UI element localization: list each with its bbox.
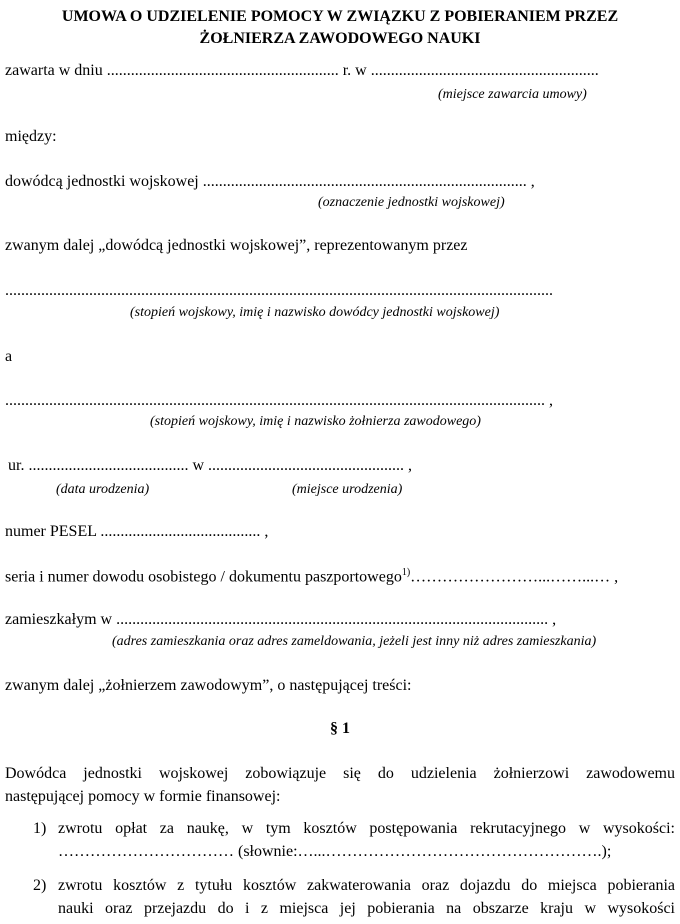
section-heading: § 1: [330, 720, 350, 737]
id-document-dots: ……………………...……...… ,: [410, 568, 619, 586]
birth-place-hint: (miejsce urodzenia): [292, 482, 403, 497]
commander-alias-line: zwanym dalej „dowódcą jednostki wojskowej”, reprezentowanym przez: [5, 237, 468, 254]
section-intro-line-1: Dowódca jednostki wojskowej zobowiązuje się do udzielenia żołnierzowi zawodowemu: [5, 765, 675, 782]
list-item-text: zwrotu opłat za naukę, w tym kosztów postępowania rekrutacyjnego w wysokości:: [58, 820, 675, 837]
footnote-marker: 1): [401, 567, 411, 578]
between-label: między:: [5, 128, 57, 145]
unit-hint: (oznaczenie jednostki wojskowej): [318, 195, 505, 210]
commander-line: dowódcą jednostki wojskowej ................................................................................. ,: [5, 173, 535, 190]
id-document-label: seria i numer dowodu osobistego / dokumentu paszportowego: [5, 568, 402, 586]
soldier-hint: (stopień wojskowy, imię i nazwisko żołnierza zawodowego): [150, 414, 481, 429]
commander-hint: (stopień wojskowy, imię i nazwisko dowódcy jednostki wojskowej): [130, 305, 500, 320]
birth-date-hint: (data urodzenia): [56, 482, 150, 497]
commander-dots-line: .........................................................................................................................................: [5, 282, 553, 299]
contract-date-line: zawarta w dniu .......................................................... r. w .........................................................: [5, 62, 599, 79]
soldier-alias-line: zwanym dalej „żołnierzem zawodowym”, o następującej treści:: [5, 677, 412, 694]
list-item-text-continuation: nauki oraz przejazdu do i z miejsca jej pobierania na obszarze kraju w wysokości: [58, 900, 675, 917]
document-title-line-2: ŻOŁNIERZA ZAWODOWEGO NAUKI: [199, 30, 481, 47]
list-item-text: zwrotu kosztów z tytułu kosztów zakwaterowania oraz dojazdu do miejsca pobierania: [58, 877, 675, 894]
document-title-line-1: UMOWA O UDZIELENIE POMOCY W ZWIĄZKU Z POBIERANIEM PRZEZ: [61, 8, 619, 25]
section-intro-line-2: następującej pomocy w formie finansowej:: [5, 788, 281, 805]
birth-line: ur. ........................................ w ................................................. ,: [8, 457, 412, 474]
id-document-line: [5, 567, 618, 586]
and-label: a: [5, 348, 13, 365]
list-item-text-continuation: …………………………… (słownie:…...…………………………………………….);: [58, 843, 612, 860]
residence-hint: (adres zamieszkania oraz adres zameldowania, jeżeli jest inny niż adres zamieszkania): [112, 634, 597, 649]
contract-place-hint: (miejsce zawarcia umowy): [438, 87, 587, 102]
list-item-number: 1): [33, 820, 47, 837]
residence-line: zamieszkałym w ............................................................................................................ ,: [5, 611, 557, 628]
list-item-number: 2): [33, 877, 47, 894]
pesel-line: numer PESEL ........................................ ,: [5, 523, 269, 540]
soldier-dots-line: ....................................................................................................................................... ,: [5, 392, 553, 409]
